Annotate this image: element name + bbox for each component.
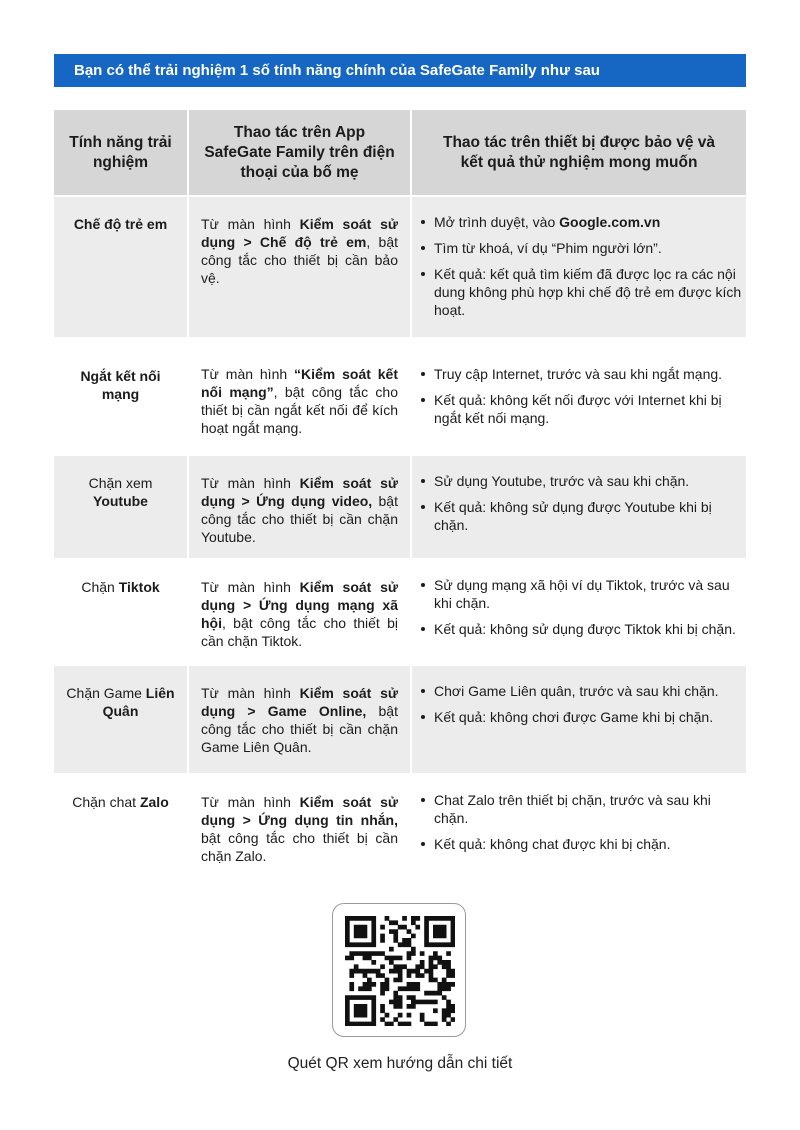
result-cell: [411, 774, 746, 882]
result-item: [420, 620, 742, 638]
text-segment: Chặn xem: [88, 475, 153, 491]
text-segment: Chặn Game: [66, 685, 146, 701]
text-segment: Kết quả: không kết nối được với Internet khi bị ngắt kết nối mạng.: [434, 392, 722, 426]
bold-text: Chế độ trẻ em: [73, 216, 168, 232]
text-segment: Kết quả: không chat được khi bị chặn.: [434, 836, 671, 852]
text-segment: Sử dụng mạng xã hội ví dụ Tiktok, trước và sau khi chặn.: [434, 577, 730, 611]
text-segment: Chat Zalo trên thiết bị chặn, trước và sau khi chặn.: [434, 792, 711, 826]
text-segment: bật công tắc cho thiết bị cần chặn Zalo.: [201, 830, 398, 864]
header-device: Thao tác trên thiết bị được bảo vệ và kết quả thử nghiệm mong muốn: [411, 110, 746, 196]
bold-text: Kiểm soát sử dụng > Ứng dụng mạng xã hội: [201, 579, 398, 631]
text-segment: bật công tắc cho thiết bị cần chặn Youtube.: [201, 493, 398, 545]
operation-cell: [188, 455, 411, 559]
result-item: [420, 835, 742, 853]
feature-cell: [54, 196, 188, 338]
result-list: [420, 213, 742, 319]
text-segment: Từ màn hình: [201, 794, 300, 810]
result-item: [420, 708, 742, 726]
table-row: [54, 559, 746, 665]
text-segment: Tìm từ khoá, ví dụ “Phim người lớn”.: [434, 240, 662, 256]
qr-code-frame: [332, 903, 466, 1037]
result-list: [420, 682, 742, 726]
result-item: [420, 791, 742, 827]
result-list: [420, 791, 742, 853]
bold-text: Tiktok: [118, 579, 160, 595]
header-parent-app: Thao tác trên App SafeGate Family trên điện thoại của bố mẹ: [188, 110, 411, 196]
text-segment: bật công tắc cho thiết bị cần chặn Game Liên Quân.: [201, 703, 398, 755]
result-item: [420, 265, 742, 319]
text-segment: Truy cập Internet, trước và sau khi ngắt mạng.: [434, 366, 723, 382]
table-row: [54, 338, 746, 455]
feature-cell: [54, 774, 188, 882]
text-segment: Mở trình duyệt, vào: [434, 214, 560, 230]
table-row: [54, 774, 746, 882]
bold-text: Kiểm soát sử dụng > Ứng dụng tin nhắn,: [201, 794, 398, 828]
bold-text: Google.com.vn: [559, 214, 661, 230]
operation-cell: [188, 559, 411, 665]
text-segment: , bật công tắc cho thiết bị cần ngắt kết nối để kích hoạt ngắt mạng.: [201, 384, 398, 436]
text-segment: Từ màn hình: [201, 685, 300, 701]
result-item: [420, 472, 742, 490]
operation-cell: [188, 338, 411, 455]
bold-text: Kiểm soát sử dụng > Chế độ trẻ em: [201, 216, 398, 250]
text-segment: Từ màn hình: [201, 366, 295, 382]
result-cell: [411, 455, 746, 559]
text-segment: Kết quả: không sử dụng được Youtube khi bị chặn.: [434, 499, 712, 533]
result-item: [420, 365, 742, 383]
result-item: [420, 239, 742, 257]
result-cell: [411, 559, 746, 665]
result-list: [420, 576, 742, 638]
bold-text: Ngắt kết nối mạng: [80, 368, 161, 402]
feature-cell: [54, 665, 188, 774]
text-segment: Kết quả: không chơi được Game khi bị chặn.: [434, 709, 714, 725]
text-segment: Sử dụng Youtube, trước và sau khi chặn.: [434, 473, 690, 489]
text-segment: Chơi Game Liên quân, trước và sau khi chặn.: [434, 683, 719, 699]
feature-cell: [54, 338, 188, 455]
result-cell: [411, 338, 746, 455]
text-segment: Chặn chat: [72, 794, 140, 810]
result-item: [420, 576, 742, 612]
text-segment: Từ màn hình: [201, 216, 300, 232]
qr-code-icon[interactable]: [345, 916, 455, 1026]
result-list: [420, 365, 742, 427]
result-item: [420, 391, 742, 427]
qr-caption: Quét QR xem hướng dẫn chi tiết: [287, 1055, 513, 1072]
operation-cell: [188, 774, 411, 882]
table-row: [54, 196, 746, 338]
text-segment: , bật công tắc cho thiết bị cần bảo vệ.: [201, 234, 399, 286]
result-list: [420, 472, 742, 534]
bold-text: “Kiểm soát kết nối mạng”: [201, 366, 398, 400]
result-cell: [411, 665, 746, 774]
bold-text: Youtube: [93, 493, 148, 509]
operation-cell: [188, 665, 411, 774]
result-cell: [411, 196, 746, 338]
result-item: [420, 682, 742, 700]
text-segment: , bật công tắc cho thiết bị cần chặn Tiktok.: [201, 615, 398, 649]
text-segment: Từ màn hình: [201, 475, 300, 491]
bold-text: Zalo: [139, 794, 169, 810]
result-item: [420, 213, 742, 231]
bold-text: Kiểm soát sử dụng > Ứng dụng video,: [201, 475, 398, 509]
text-segment: Kết quả: kết quả tìm kiếm đã được lọc ra các nội dung không phù hợp khi chế độ trẻ em được kích hoạt.: [434, 266, 742, 318]
result-item: [420, 498, 742, 534]
table-header-row: [54, 110, 746, 196]
text-segment: Từ màn hình: [201, 579, 300, 595]
table-row: [54, 455, 746, 559]
section-banner: Bạn có thể trải nghiệm 1 số tính năng chính của SafeGate Family như sau: [54, 54, 746, 87]
bold-text: Kiểm soát sử dụng > Game Online,: [201, 685, 398, 719]
text-segment: Chặn: [81, 579, 119, 595]
header-feature: Tính năng trải nghiệm: [54, 110, 188, 196]
feature-cell: [54, 559, 188, 665]
operation-cell: [188, 196, 411, 338]
feature-cell: [54, 455, 188, 559]
table-row: [54, 665, 746, 774]
bold-text: Liên Quân: [102, 685, 175, 719]
text-segment: Kết quả: không sử dụng được Tiktok khi bị chặn.: [434, 621, 736, 637]
features-table: [54, 110, 746, 882]
